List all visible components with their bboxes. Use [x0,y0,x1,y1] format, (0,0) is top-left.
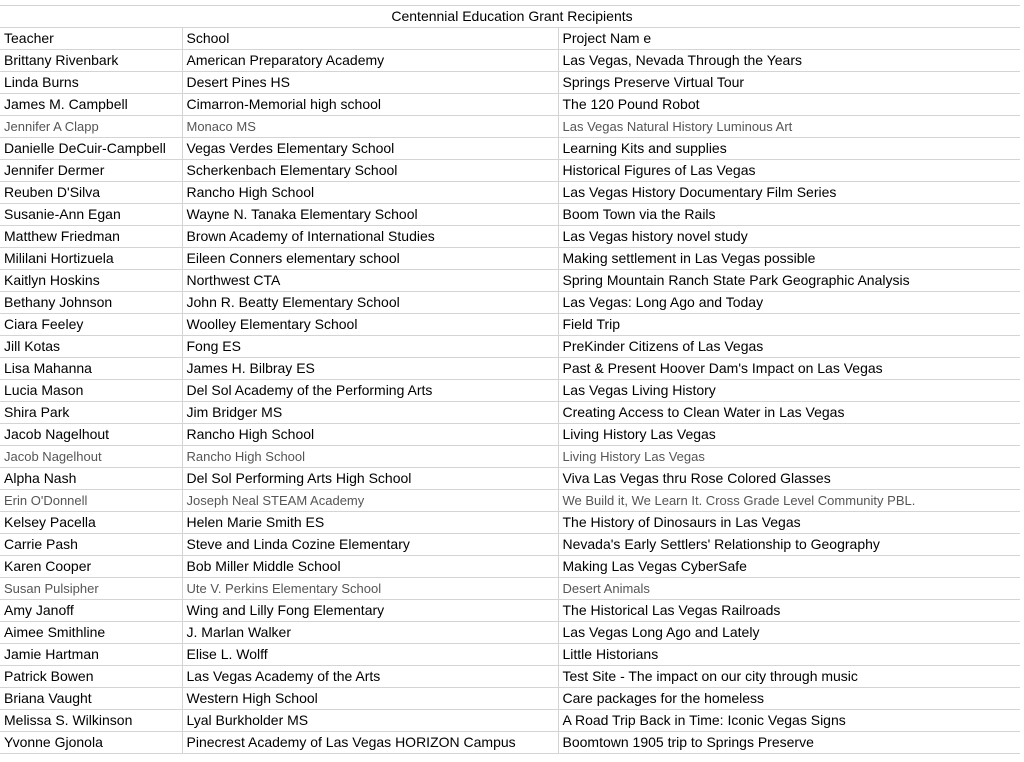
table-row [0,424,1020,446]
cell-school[interactable]: Pinecrest Academy of Las Vegas HORIZON Campus [182,732,558,754]
cell-school[interactable]: Vegas Verdes Elementary School [182,138,558,160]
cell-school[interactable]: Bob Miller Middle School [182,556,558,578]
table-row [0,556,1020,578]
cell-project[interactable]: Learning Kits and supplies [558,138,1020,160]
table-row [0,138,1020,160]
cell-teacher[interactable]: Jennifer Dermer [0,160,182,182]
cell-project[interactable]: The 120 Pound Robot [558,94,1020,116]
cell-teacher[interactable]: Melissa S. Wilkinson [0,710,182,732]
cell-teacher[interactable]: Amy Janoff [0,600,182,622]
table-row [0,204,1020,226]
cell-teacher[interactable]: Erin O'Donnell [0,490,182,512]
cell-school[interactable]: Joseph Neal STEAM Academy [182,490,558,512]
table-row [0,468,1020,490]
table-row [0,380,1020,402]
title-row [0,6,1020,28]
cell-teacher[interactable]: Matthew Friedman [0,226,182,248]
cell-project[interactable]: Nevada's Early Settlers' Relationship to Geography [558,534,1020,556]
cell-teacher[interactable]: Jennifer A Clapp [0,116,182,138]
cell-project[interactable]: Making Las Vegas CyberSafe [558,556,1020,578]
table-row [0,490,1020,512]
table-row [0,644,1020,666]
cell-school[interactable]: James H. Bilbray ES [182,358,558,380]
cell-school[interactable]: Fong ES [182,336,558,358]
cell-teacher[interactable]: Patrick Bowen [0,666,182,688]
table-row [0,512,1020,534]
cell-project[interactable]: The History of Dinosaurs in Las Vegas [558,512,1020,534]
table-row [0,248,1020,270]
cell-school[interactable]: Scherkenbach Elementary School [182,160,558,182]
cell-project[interactable]: PreKinder Citizens of Las Vegas [558,336,1020,358]
grant-recipients-table [0,5,1020,754]
cell-school[interactable]: Eileen Conners elementary school [182,248,558,270]
cell-school[interactable]: Rancho High School [182,446,558,468]
cell-school[interactable]: American Preparatory Academy [182,50,558,72]
cell-teacher[interactable]: Jill Kotas [0,336,182,358]
table-row [0,50,1020,72]
table-row [0,226,1020,248]
cell-project[interactable]: Desert Animals [558,578,1020,600]
cell-school[interactable]: Ute V. Perkins Elementary School [182,578,558,600]
table-row [0,710,1020,732]
cell-project[interactable]: Las Vegas Living History [558,380,1020,402]
cell-school[interactable]: Helen Marie Smith ES [182,512,558,534]
cell-teacher[interactable]: Alpha Nash [0,468,182,490]
cell-project[interactable]: Las Vegas: Long Ago and Today [558,292,1020,314]
cell-project[interactable]: Boomtown 1905 trip to Springs Preserve [558,732,1020,754]
table-row [0,314,1020,336]
cell-teacher[interactable]: Briana Vaught [0,688,182,710]
cell-project[interactable]: A Road Trip Back in Time: Iconic Vegas Signs [558,710,1020,732]
header-project[interactable]: Project Nam e [558,28,1020,50]
cell-school[interactable]: Rancho High School [182,182,558,204]
cell-school[interactable]: Elise L. Wolff [182,644,558,666]
cell-project[interactable]: Making settlement in Las Vegas possible [558,248,1020,270]
cell-project[interactable]: Springs Preserve Virtual Tour [558,72,1020,94]
cell-teacher[interactable]: Aimee Smithline [0,622,182,644]
header-school[interactable]: School [182,28,558,50]
cell-project[interactable]: Historical Figures of Las Vegas [558,160,1020,182]
cell-school[interactable]: Rancho High School [182,424,558,446]
cell-teacher[interactable]: James M. Campbell [0,94,182,116]
table-row [0,358,1020,380]
cell-project[interactable]: Las Vegas, Nevada Through the Years [558,50,1020,72]
table-row [0,534,1020,556]
cell-project[interactable]: Little Historians [558,644,1020,666]
table-row [0,402,1020,424]
cell-teacher[interactable]: Jacob Nagelhout [0,446,182,468]
cell-school[interactable]: Woolley Elementary School [182,314,558,336]
table-row [0,116,1020,138]
table-row [0,688,1020,710]
table-row [0,270,1020,292]
cell-project[interactable]: Viva Las Vegas thru Rose Colored Glasses [558,468,1020,490]
cell-teacher[interactable]: Susan Pulsipher [0,578,182,600]
cell-project[interactable]: Care packages for the homeless [558,688,1020,710]
cell-teacher[interactable]: Danielle DeCuir-Campbell [0,138,182,160]
cell-project[interactable]: Las Vegas history novel study [558,226,1020,248]
cell-school[interactable]: Northwest CTA [182,270,558,292]
cell-teacher[interactable]: Yvonne Gjonola [0,732,182,754]
cell-project[interactable]: Creating Access to Clean Water in Las Vegas [558,402,1020,424]
cell-school[interactable]: Wayne N. Tanaka Elementary School [182,204,558,226]
cell-school[interactable]: Del Sol Academy of the Performing Arts [182,380,558,402]
cell-school[interactable]: J. Marlan Walker [182,622,558,644]
table-body [0,6,1020,754]
table-row [0,666,1020,688]
cell-project[interactable]: We Build it, We Learn It. Cross Grade Level Community PBL. [558,490,1020,512]
cell-school[interactable]: Western High School [182,688,558,710]
cell-teacher[interactable]: Jacob Nagelhout [0,424,182,446]
cell-project[interactable]: Living History Las Vegas [558,446,1020,468]
cell-school[interactable]: Lyal Burkholder MS [182,710,558,732]
cell-school[interactable]: Steve and Linda Cozine Elementary [182,534,558,556]
cell-project[interactable]: Field Trip [558,314,1020,336]
table-row [0,622,1020,644]
cell-teacher[interactable]: Mililani Hortizuela [0,248,182,270]
cell-school[interactable]: Jim Bridger MS [182,402,558,424]
table-row [0,336,1020,358]
header-row [0,28,1020,50]
cell-school[interactable]: John R. Beatty Elementary School [182,292,558,314]
cell-project[interactable]: Las Vegas Long Ago and Lately [558,622,1020,644]
cell-school[interactable]: Brown Academy of International Studies [182,226,558,248]
cell-teacher[interactable]: Jamie Hartman [0,644,182,666]
cell-teacher[interactable]: Ciara Feeley [0,314,182,336]
table-row [0,600,1020,622]
table-row [0,182,1020,204]
cell-teacher[interactable]: Lucia Mason [0,380,182,402]
header-teacher[interactable]: Teacher [0,28,182,50]
table-row [0,446,1020,468]
cell-teacher[interactable]: Carrie Pash [0,534,182,556]
cell-project[interactable]: Las Vegas History Documentary Film Series [558,182,1020,204]
table-row [0,732,1020,754]
table-row [0,72,1020,94]
cell-project[interactable]: Spring Mountain Ranch State Park Geographic Analysis [558,270,1020,292]
cell-teacher[interactable]: Brittany Rivenbark [0,50,182,72]
cell-teacher[interactable]: Bethany Johnson [0,292,182,314]
table-row [0,578,1020,600]
cell-teacher[interactable]: Lisa Mahanna [0,358,182,380]
cell-project[interactable]: Boom Town via the Rails [558,204,1020,226]
cell-school[interactable]: Las Vegas Academy of the Arts [182,666,558,688]
cell-teacher[interactable]: Reuben D'Silva [0,182,182,204]
cell-school[interactable]: Cimarron-Memorial high school [182,94,558,116]
cell-teacher[interactable]: Linda Burns [0,72,182,94]
cell-school[interactable]: Wing and Lilly Fong Elementary [182,600,558,622]
cell-teacher[interactable]: Kelsey Pacella [0,512,182,534]
cell-project[interactable]: Past & Present Hoover Dam's Impact on Las Vegas [558,358,1020,380]
table-row [0,160,1020,182]
table-row [0,292,1020,314]
cell-school[interactable]: Monaco MS [182,116,558,138]
table-row [0,94,1020,116]
cell-project[interactable]: Test Site - The impact on our city through music [558,666,1020,688]
cell-teacher[interactable]: Shira Park [0,402,182,424]
cell-project[interactable]: Living History Las Vegas [558,424,1020,446]
cell-school[interactable]: Del Sol Performing Arts High School [182,468,558,490]
cell-teacher[interactable]: Karen Cooper [0,556,182,578]
cell-teacher[interactable]: Kaitlyn Hoskins [0,270,182,292]
table-title: Centennial Education Grant Recipients [0,6,1020,28]
cell-project[interactable]: The Historical Las Vegas Railroads [558,600,1020,622]
cell-teacher[interactable]: Susanie-Ann Egan [0,204,182,226]
cell-school[interactable]: Desert Pines HS [182,72,558,94]
cell-project[interactable]: Las Vegas Natural History Luminous Art [558,116,1020,138]
